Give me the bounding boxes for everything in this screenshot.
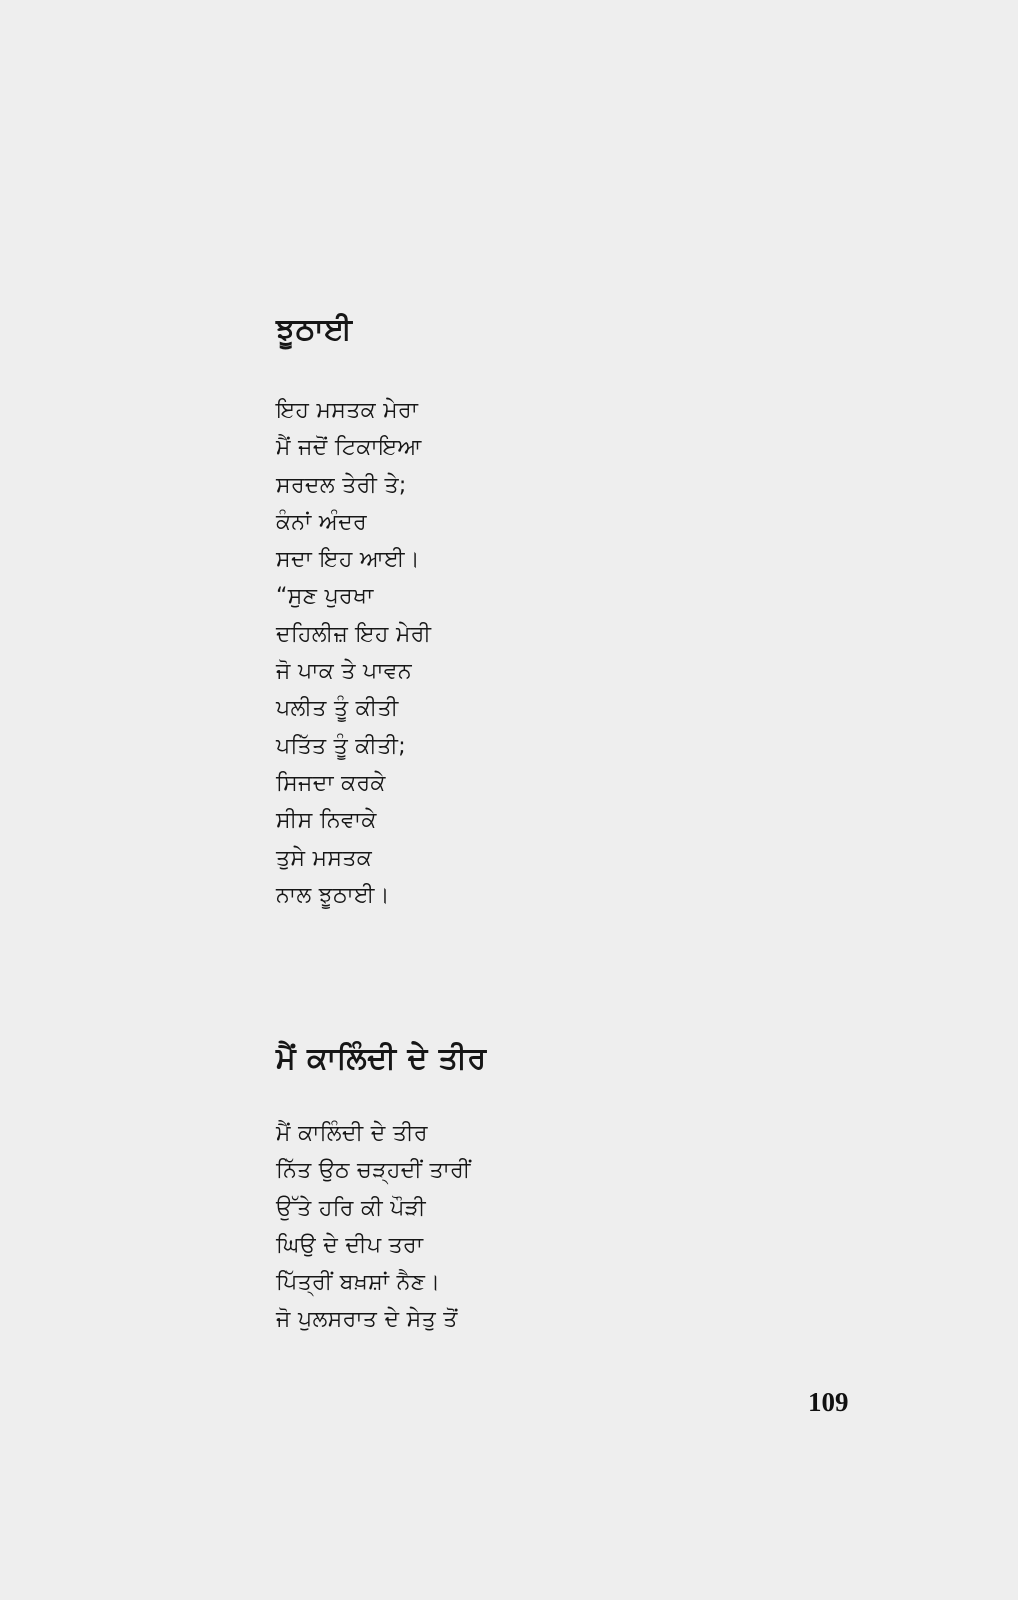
poem-lines <box>276 1115 487 1339</box>
poem-line: “ਸੁਣ ਪੁਰਖਾ <box>276 584 374 610</box>
page-number: 109 <box>808 1387 849 1417</box>
poem-line: ਘਿਉ ਦੇ ਦੀਪ ਤਰਾ <box>276 1232 424 1258</box>
poem-line: ਇਹ ਮਸਤਕ ਮੇਰਾ <box>276 398 419 423</box>
poem-line: ਸਦਾ ਇਹ ਆਈ। <box>276 547 421 573</box>
poem-line: ਤੁਸੇ ਮਸਤਕ <box>276 845 373 871</box>
poem-line: ਪਿੱਤ੍ਰੀਂ ਬਖ਼ਸ਼ਾਂ ਨੈਣ। <box>276 1270 441 1296</box>
poem-line: ਸੀਸ ਨਿਵਾਕੇ <box>276 808 377 834</box>
poem-line: ਦਹਿਲੀਜ਼ ਇਹ ਮੇਰੀ <box>276 621 432 647</box>
poem-line: ਪਤਿੱਤ ਤੂੰ ਕੀਤੀ; <box>276 733 406 759</box>
poem-kalindi <box>276 1037 487 1339</box>
poem-title: ਝੂਠਾਈ <box>276 312 353 347</box>
poem-line: ਉੱਤੇ ਹਰਿ ਕੀ ਪੌੜੀ <box>276 1195 426 1221</box>
poem-lines <box>276 392 431 914</box>
poem-line: ਮੈਂ ਜਦੋਂ ਟਿਕਾਇਆ <box>276 435 422 461</box>
poem-jhuthai <box>276 308 431 914</box>
poem-line: ਸਰਦਲ ਤੇਰੀ ਤੇ; <box>276 472 407 498</box>
poem-line: ਮੈਂ ਕਾਲਿੰਦੀ ਦੇ ਤੀਰ <box>276 1121 428 1146</box>
poem-line: ਨਾਲ ਝੂਠਾਈ। <box>276 882 390 908</box>
poem-line: ਪਲੀਤ ਤੂੰ ਕੀਤੀ <box>276 696 399 722</box>
poem-line: ਸਿਜਦਾ ਕਰਕੇ <box>276 770 386 796</box>
poem-line: ਜੋ ਪਾਕ ਤੇ ਪਾਵਨ <box>276 659 412 685</box>
poem-title: ਮੈਂ ਕਾਲਿੰਦੀ ਦੇ ਤੀਰ <box>276 1041 487 1076</box>
poem-line: ਨਿੱਤ ਉਠ ਚੜ੍ਹਦੀਂ ਤਾਰੀਂ <box>276 1158 471 1184</box>
poem-line: ਜੋ ਪੁਲਸਰਾਤ ਦੇ ਸੇਤੁ ਤੋਂ <box>276 1307 458 1333</box>
poem-line: ਕੰਨਾਂ ਅੰਦਰ <box>276 509 367 535</box>
